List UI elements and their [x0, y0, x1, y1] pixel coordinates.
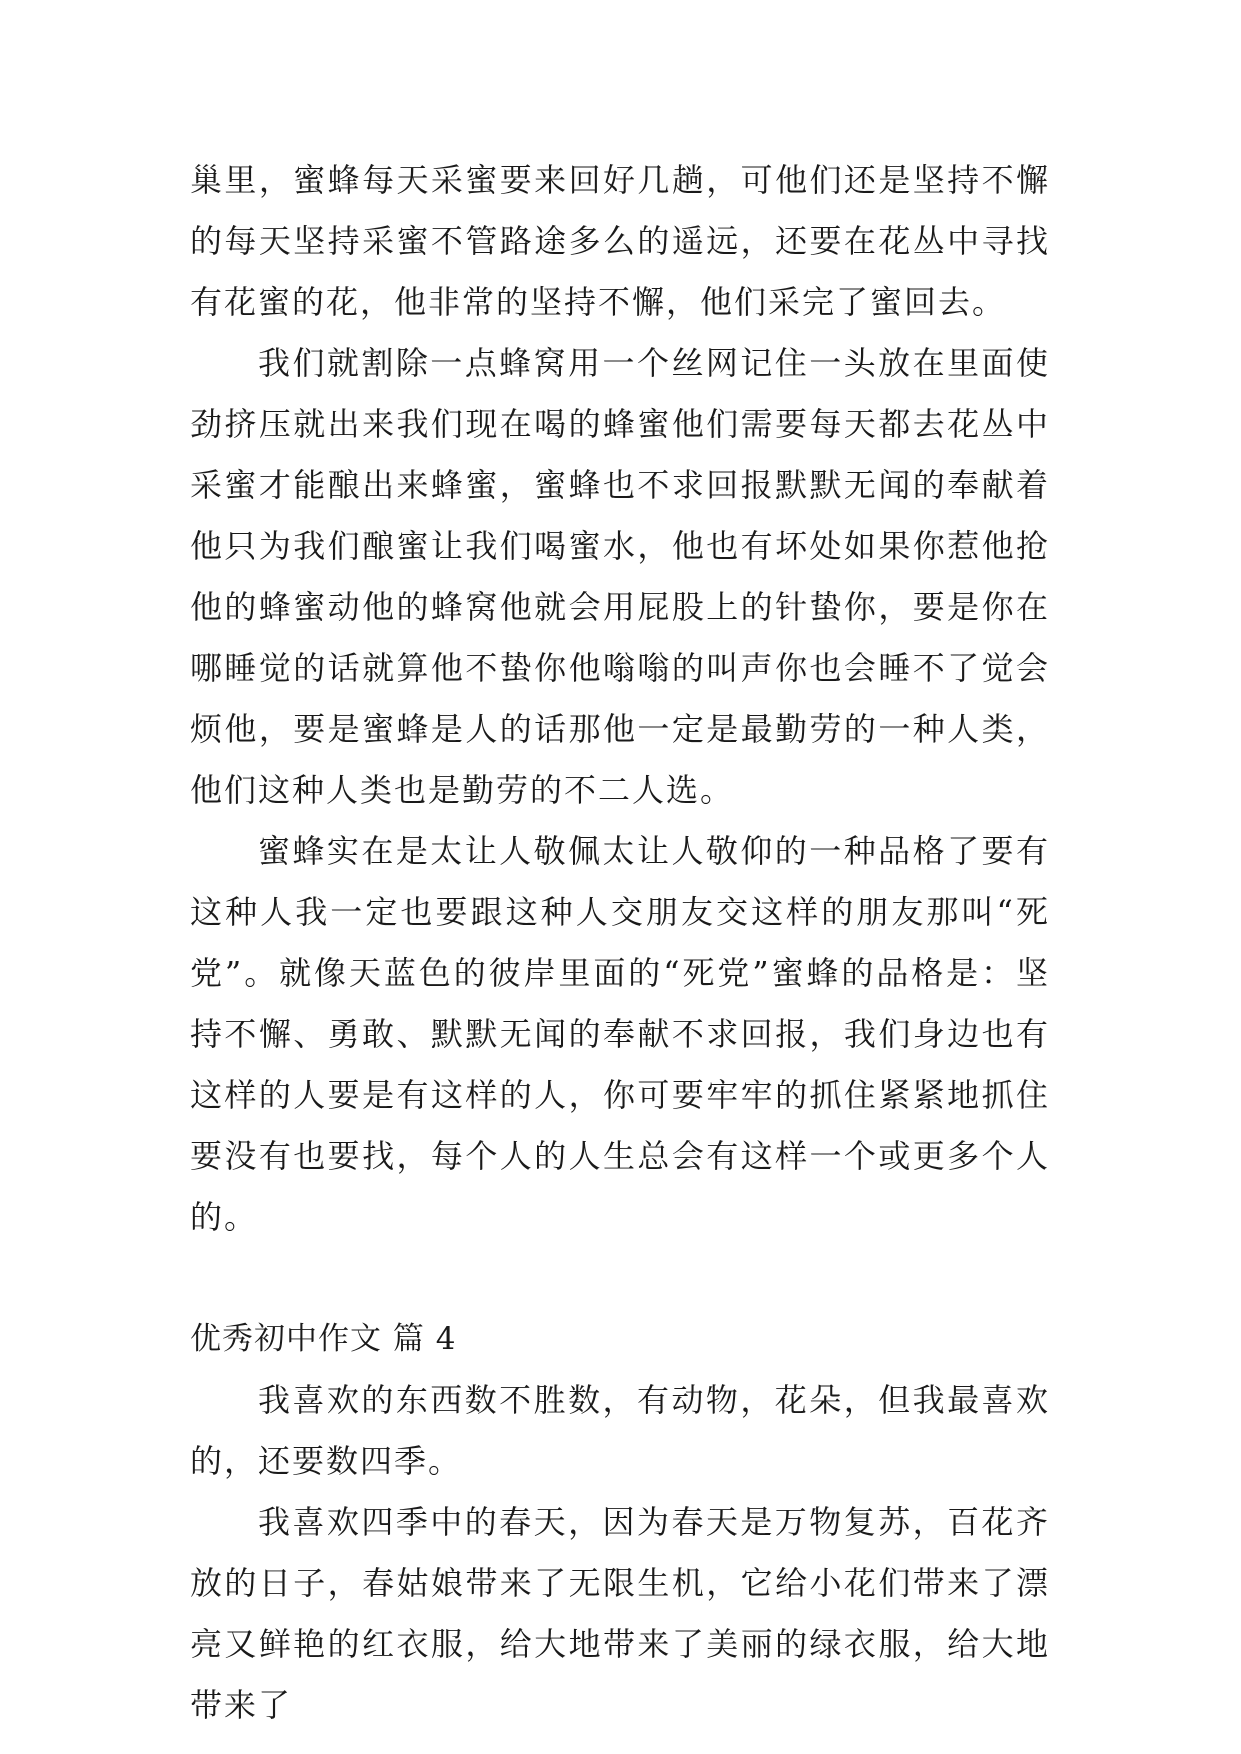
paragraph-spring: 我喜欢四季中的春天，因为春天是万物复苏，百花齐放的日子，春姑娘带来了无限生机，它给小花们带来了漂亮又鲜艳的红衣服，给大地带来了美丽的绿衣服，给大地带来了 — [190, 1503, 1050, 1724]
document-page — [190, 150, 1050, 1736]
paragraph-four-seasons-intro: 我喜欢的东西数不胜数，有动物，花朵，但我最喜欢的，还要数四季。 — [190, 1381, 1050, 1480]
paragraph-honey-harvest: 我们就割除一点蜂窝用一个丝网记住一头放在里面使劲挤压就出来我们现在喝的蜂蜜他们需要每天都去花丛中采蜜才能酿出来蜂蜜，蜜蜂也不求回报默默无闻的奉献着他只为我们酿蜜让我们喝蜜水，他也有坏处如果你惹他抢他的蜂蜜动他的蜂窝他就会用屁股上的针蛰你，要是你在哪睡觉的话就算他不蛰你他嗡嗡的叫声你也会睡不了觉会烦他，要是蜜蜂是人的话那他一定是最勤劳的一种人类，他们这种人类也是勤劳的不二人选。 — [190, 344, 1050, 809]
section-spacer — [190, 1248, 1050, 1309]
section-heading: 优秀初中作文 篇 4 — [190, 1321, 457, 1357]
paragraph-bee-character: 蜜蜂实在是太让人敬佩太让人敬仰的一种品格了要有这种人我一定也要跟这种人交朋友交这样的朋友那叫“死党”。就像天蓝色的彼岸里面的“死党”蜜蜂的品格是：坚持不懈、勇敢、默默无闻的奉献不求回报，我们身边也有这样的人要是有这样的人，你可要牢牢的抓住紧紧地抓住要没有也要找，每个人的人生总会有这样一个或更多个人的。 — [190, 832, 1050, 1236]
paragraph-continued-bees: 巢里，蜜蜂每天采蜜要来回好几趟，可他们还是坚持不懈的每天坚持采蜜不管路途多么的遥远，还要在花丛中寻找有花蜜的花，他非常的坚持不懈，他们采完了蜜回去。 — [190, 161, 1050, 321]
